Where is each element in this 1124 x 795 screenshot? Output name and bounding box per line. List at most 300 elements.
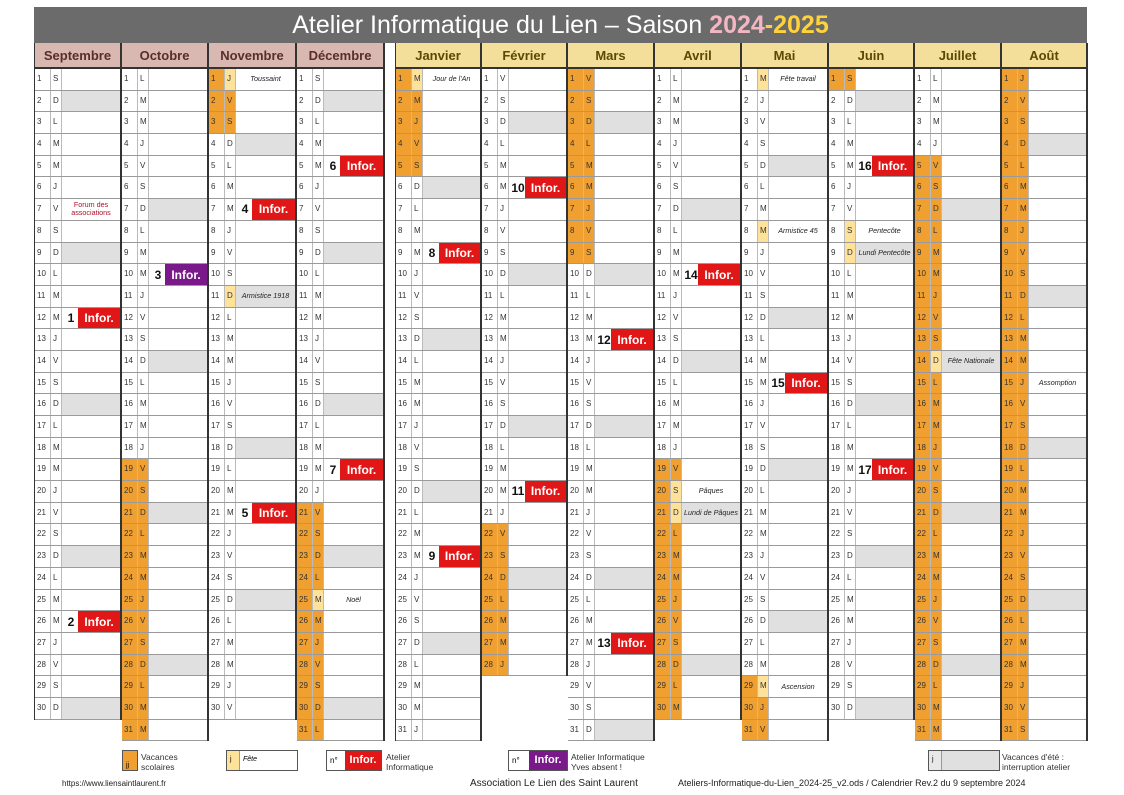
day-content [509, 416, 566, 437]
day-cell [742, 199, 827, 221]
day-number: 7 [829, 199, 845, 220]
day-letter: L [313, 568, 324, 589]
day-content [595, 156, 653, 177]
day-content [682, 394, 740, 415]
day-cell [396, 503, 480, 525]
day-letter: V [313, 351, 324, 372]
day-number: 11 [915, 286, 931, 307]
day-content [324, 633, 383, 654]
day-number: 2 [297, 91, 313, 112]
day-letter: D [138, 199, 149, 220]
day-content [595, 524, 653, 545]
day-number: 1 [568, 69, 584, 90]
day-cell [915, 503, 1000, 525]
day-cell [568, 416, 653, 438]
month-header: Mars [568, 43, 653, 69]
day-content [423, 611, 480, 632]
day-letter: V [51, 655, 62, 676]
day-letter: V [931, 611, 942, 632]
day-letter: L [1018, 308, 1029, 329]
day-number: 2 [122, 91, 138, 112]
day-letter: M [758, 221, 769, 242]
day-cell [35, 676, 120, 698]
day-content [769, 199, 827, 220]
day-cell [482, 112, 566, 134]
day-number: 21 [297, 503, 313, 524]
day-number: 4 [1002, 134, 1018, 155]
day-letter: D [1018, 134, 1029, 155]
day-content [149, 134, 207, 155]
day-letter: S [313, 373, 324, 394]
day-note: Assomption [1038, 377, 1077, 387]
day-number: 29 [742, 676, 758, 697]
day-content [62, 503, 120, 524]
day-note: Fête Nationale [947, 356, 995, 366]
day-cell [829, 156, 913, 178]
day-content [62, 438, 120, 459]
day-cell [297, 720, 383, 742]
day-cell [829, 438, 913, 460]
session-label: Infor. [525, 481, 566, 502]
day-content [62, 221, 120, 242]
day-content [236, 373, 295, 394]
day-content [942, 416, 1000, 437]
month-3 [297, 43, 385, 741]
day-number: 14 [297, 351, 313, 372]
day-letter: D [671, 503, 682, 524]
day-letter: L [51, 264, 62, 285]
day-content [769, 156, 827, 177]
day-letter: D [138, 655, 149, 676]
day-letter: M [845, 308, 856, 329]
day-content [62, 546, 120, 567]
day-cell [655, 394, 740, 416]
day-letter: S [313, 69, 324, 90]
day-letter: L [225, 459, 236, 480]
day-number: 13 [396, 329, 412, 350]
day-number: 1 [1002, 69, 1018, 90]
day-number: 19 [35, 459, 51, 480]
footer-url[interactable]: https://www.liensaintlaurent.fr [62, 779, 167, 788]
day-number: 22 [829, 524, 845, 545]
day-letter: M [758, 676, 769, 697]
day-letter: J [138, 438, 149, 459]
day-number: 29 [396, 676, 412, 697]
day-letter: V [138, 156, 149, 177]
day-number: 24 [742, 568, 758, 589]
day-cell [396, 524, 480, 546]
day-cell [396, 221, 480, 243]
day-letter: J [584, 351, 595, 372]
day-content [236, 177, 295, 198]
day-cell [122, 69, 207, 91]
day-letter: S [584, 91, 595, 112]
day-number: 15 [297, 373, 313, 394]
day-number: 27 [297, 633, 313, 654]
day-content [324, 221, 383, 242]
day-letter: D [51, 546, 62, 567]
day-letter: J [313, 329, 324, 350]
day-content [1029, 91, 1086, 112]
day-content [1029, 308, 1086, 329]
day-letter: D [412, 329, 423, 350]
day-letter: V [412, 134, 423, 155]
day-number: 4 [742, 134, 758, 155]
day-letter: D [498, 264, 509, 285]
day-letter: M [931, 416, 942, 437]
legend-vacances-label: Vacances scolaires [141, 752, 178, 772]
session-number: 3 [154, 267, 162, 282]
day-number: 27 [482, 633, 498, 654]
day-cell [655, 91, 740, 113]
day-content [856, 438, 913, 459]
day-number: 8 [742, 221, 758, 242]
day-content [149, 394, 207, 415]
day-content [595, 243, 653, 264]
day-letter: M [412, 221, 423, 242]
day-content [1029, 481, 1086, 502]
day-content [149, 438, 207, 459]
session-marker [326, 156, 383, 177]
day-letter: M [498, 156, 509, 177]
day-content [423, 112, 480, 133]
day-content [324, 134, 383, 155]
day-cell [209, 134, 295, 156]
day-content [682, 633, 740, 654]
day-number: 21 [829, 503, 845, 524]
day-cell [829, 286, 913, 308]
day-number: 15 [568, 373, 584, 394]
day-letter: J [1018, 221, 1029, 242]
day-content [856, 394, 913, 415]
day-content [62, 568, 120, 589]
day-number: 1 [742, 69, 758, 90]
day-letter: L [845, 568, 856, 589]
day-number: 15 [209, 373, 225, 394]
day-letter: D [584, 264, 595, 285]
day-cell [742, 633, 827, 655]
day-content [856, 199, 913, 220]
legend-ete-swatch [928, 750, 1000, 771]
day-number: 7 [1002, 199, 1018, 220]
day-number: 9 [297, 243, 313, 264]
day-number: 20 [829, 481, 845, 502]
day-letter: J [498, 503, 509, 524]
day-letter: L [931, 676, 942, 697]
footer-file-info: Ateliers-Informatique-du-Lien_2024-25_v2.ods / Calendrier Rev.2 du 9 septembre 2024 [678, 778, 1026, 788]
day-content [769, 134, 827, 155]
legend-vacances-sample: jj [126, 762, 130, 769]
day-letter: D [498, 416, 509, 437]
day-cell [829, 308, 913, 330]
day-number: 22 [122, 524, 138, 545]
day-cell [35, 329, 120, 351]
day-cell [122, 438, 207, 460]
day-letter: L [931, 69, 942, 90]
day-cell [396, 329, 480, 351]
day-cell [655, 655, 740, 677]
day-content [1029, 286, 1086, 307]
day-cell [297, 611, 383, 633]
day-letter: J [225, 373, 236, 394]
day-content [769, 503, 827, 524]
day-content [423, 264, 480, 285]
day-cell [568, 655, 653, 677]
day-content [682, 416, 740, 437]
day-content [942, 156, 1000, 177]
day-letter: S [671, 177, 682, 198]
day-cell [209, 611, 295, 633]
day-cell [1002, 720, 1086, 742]
day-cell [122, 611, 207, 633]
day-number: 16 [209, 394, 225, 415]
day-content [236, 698, 295, 719]
day-content [423, 568, 480, 589]
day-number: 14 [742, 351, 758, 372]
day-content [769, 286, 827, 307]
day-number: 10 [482, 264, 498, 285]
day-letter: M [138, 720, 149, 741]
day-content [236, 633, 295, 654]
day-letter: S [51, 373, 62, 394]
day-letter: J [51, 177, 62, 198]
day-cell [655, 112, 740, 134]
day-letter: M [225, 199, 236, 220]
session-marker [326, 459, 383, 480]
day-letter: D [313, 698, 324, 719]
day-cell [1002, 112, 1086, 134]
day-cell [35, 264, 120, 286]
session-marker [425, 243, 480, 264]
day-content [1029, 590, 1086, 611]
day-cell [122, 177, 207, 199]
day-number: 1 [35, 69, 51, 90]
day-letter: L [225, 611, 236, 632]
day-letter: J [498, 199, 509, 220]
day-content [509, 199, 566, 220]
day-number: 16 [1002, 394, 1018, 415]
day-content [423, 416, 480, 437]
day-letter: M [412, 91, 423, 112]
day-cell [655, 134, 740, 156]
day-number: 18 [297, 438, 313, 459]
day-number: 24 [122, 568, 138, 589]
day-cell [915, 351, 1000, 373]
day-number: 19 [915, 459, 931, 480]
day-number: 1 [915, 69, 931, 90]
day-number: 14 [209, 351, 225, 372]
day-letter: M [1018, 503, 1029, 524]
day-number: 8 [568, 221, 584, 242]
day-content [149, 546, 207, 567]
day-cell [655, 524, 740, 546]
day-content [942, 438, 1000, 459]
day-cell [655, 373, 740, 395]
day-content [509, 351, 566, 372]
session-label: Infor. [525, 177, 566, 198]
day-content [682, 524, 740, 545]
day-number: 9 [396, 243, 412, 264]
day-cell [396, 633, 480, 655]
day-letter: M [1018, 633, 1029, 654]
day-letter: S [225, 112, 236, 133]
day-content [769, 481, 827, 502]
day-letter: D [498, 112, 509, 133]
day-letter: D [931, 351, 942, 372]
day-cell [568, 633, 653, 655]
day-cell [568, 199, 653, 221]
day-cell [122, 199, 207, 221]
day-number: 11 [655, 286, 671, 307]
day-number: 26 [742, 611, 758, 632]
day-number: 16 [35, 394, 51, 415]
day-letter: D [758, 611, 769, 632]
day-note: Forum des associations [71, 200, 111, 218]
day-letter: S [758, 590, 769, 611]
day-cell [482, 134, 566, 156]
day-letter: L [498, 286, 509, 307]
day-letter: J [1018, 69, 1029, 90]
day-number: 14 [655, 351, 671, 372]
session-label: Infor. [439, 546, 480, 567]
day-content [1029, 394, 1086, 415]
day-cell [915, 590, 1000, 612]
day-number: 28 [915, 655, 931, 676]
day-letter: S [498, 91, 509, 112]
day-content [324, 676, 383, 697]
day-content [149, 91, 207, 112]
day-number: 18 [396, 438, 412, 459]
day-content [423, 503, 480, 524]
day-cell [829, 69, 913, 91]
day-number: 17 [829, 416, 845, 437]
day-cell [209, 221, 295, 243]
day-cell [297, 91, 383, 113]
day-content [324, 91, 383, 112]
day-number: 5 [655, 156, 671, 177]
day-number: 19 [396, 459, 412, 480]
day-cell [568, 503, 653, 525]
day-number: 19 [122, 459, 138, 480]
day-content [62, 329, 120, 350]
day-cell [568, 720, 653, 742]
day-cell [482, 416, 566, 438]
day-cell [742, 568, 827, 590]
day-content [149, 568, 207, 589]
day-content [509, 112, 566, 133]
day-number: 17 [297, 416, 313, 437]
day-number: 31 [742, 720, 758, 741]
day-cell [915, 308, 1000, 330]
day-content [942, 221, 1000, 242]
session-marker [597, 329, 653, 350]
day-letter: M [313, 308, 324, 329]
day-letter: V [138, 459, 149, 480]
day-content [595, 676, 653, 697]
day-content [62, 655, 120, 676]
day-letter: M [412, 373, 423, 394]
day-content [509, 633, 566, 654]
day-number: 28 [297, 655, 313, 676]
day-number: 30 [209, 698, 225, 719]
day-content [942, 633, 1000, 654]
day-cell [915, 720, 1000, 742]
day-content [509, 329, 566, 350]
day-letter: M [931, 720, 942, 741]
day-cell [482, 156, 566, 178]
day-content [509, 308, 566, 329]
day-letter: D [931, 655, 942, 676]
day-letter: J [138, 134, 149, 155]
day-letter: M [498, 329, 509, 350]
day-content [856, 611, 913, 632]
day-letter: L [412, 199, 423, 220]
day-letter: J [845, 329, 856, 350]
day-letter: V [758, 264, 769, 285]
day-cell [1002, 91, 1086, 113]
day-cell [742, 698, 827, 720]
day-letter: M [758, 503, 769, 524]
day-cell [1002, 676, 1086, 698]
day-number: 18 [568, 438, 584, 459]
day-content [942, 503, 1000, 524]
day-content [595, 264, 653, 285]
day-number: 10 [568, 264, 584, 285]
day-content [942, 373, 1000, 394]
day-letter: V [584, 524, 595, 545]
day-content [942, 264, 1000, 285]
day-letter: J [931, 438, 942, 459]
day-cell [122, 568, 207, 590]
day-cell [829, 264, 913, 286]
day-content [324, 416, 383, 437]
day-number: 13 [482, 329, 498, 350]
day-cell [35, 459, 120, 481]
day-content [856, 112, 913, 133]
day-content [942, 720, 1000, 741]
day-letter: D [671, 351, 682, 372]
day-number: 14 [915, 351, 931, 372]
session-label: Infor. [439, 243, 480, 264]
day-number: 21 [568, 503, 584, 524]
day-cell [742, 459, 827, 481]
day-number: 2 [209, 91, 225, 112]
day-cell [829, 134, 913, 156]
day-content [149, 112, 207, 133]
day-content [149, 633, 207, 654]
day-content [942, 524, 1000, 545]
day-content [856, 373, 913, 394]
day-content [509, 611, 566, 632]
day-number: 29 [1002, 676, 1018, 697]
day-cell [482, 264, 566, 286]
day-number: 16 [396, 394, 412, 415]
day-cell [1002, 69, 1086, 91]
day-letter: M [845, 611, 856, 632]
day-content [423, 134, 480, 155]
day-letter: M [1018, 329, 1029, 350]
day-letter: M [931, 91, 942, 112]
legend-yves-swatch [508, 750, 568, 771]
day-number: 18 [209, 438, 225, 459]
day-letter: S [758, 286, 769, 307]
day-cell [482, 459, 566, 481]
day-content [62, 524, 120, 545]
day-letter: J [51, 329, 62, 350]
day-letter: M [225, 329, 236, 350]
day-cell [742, 177, 827, 199]
day-cell [297, 308, 383, 330]
